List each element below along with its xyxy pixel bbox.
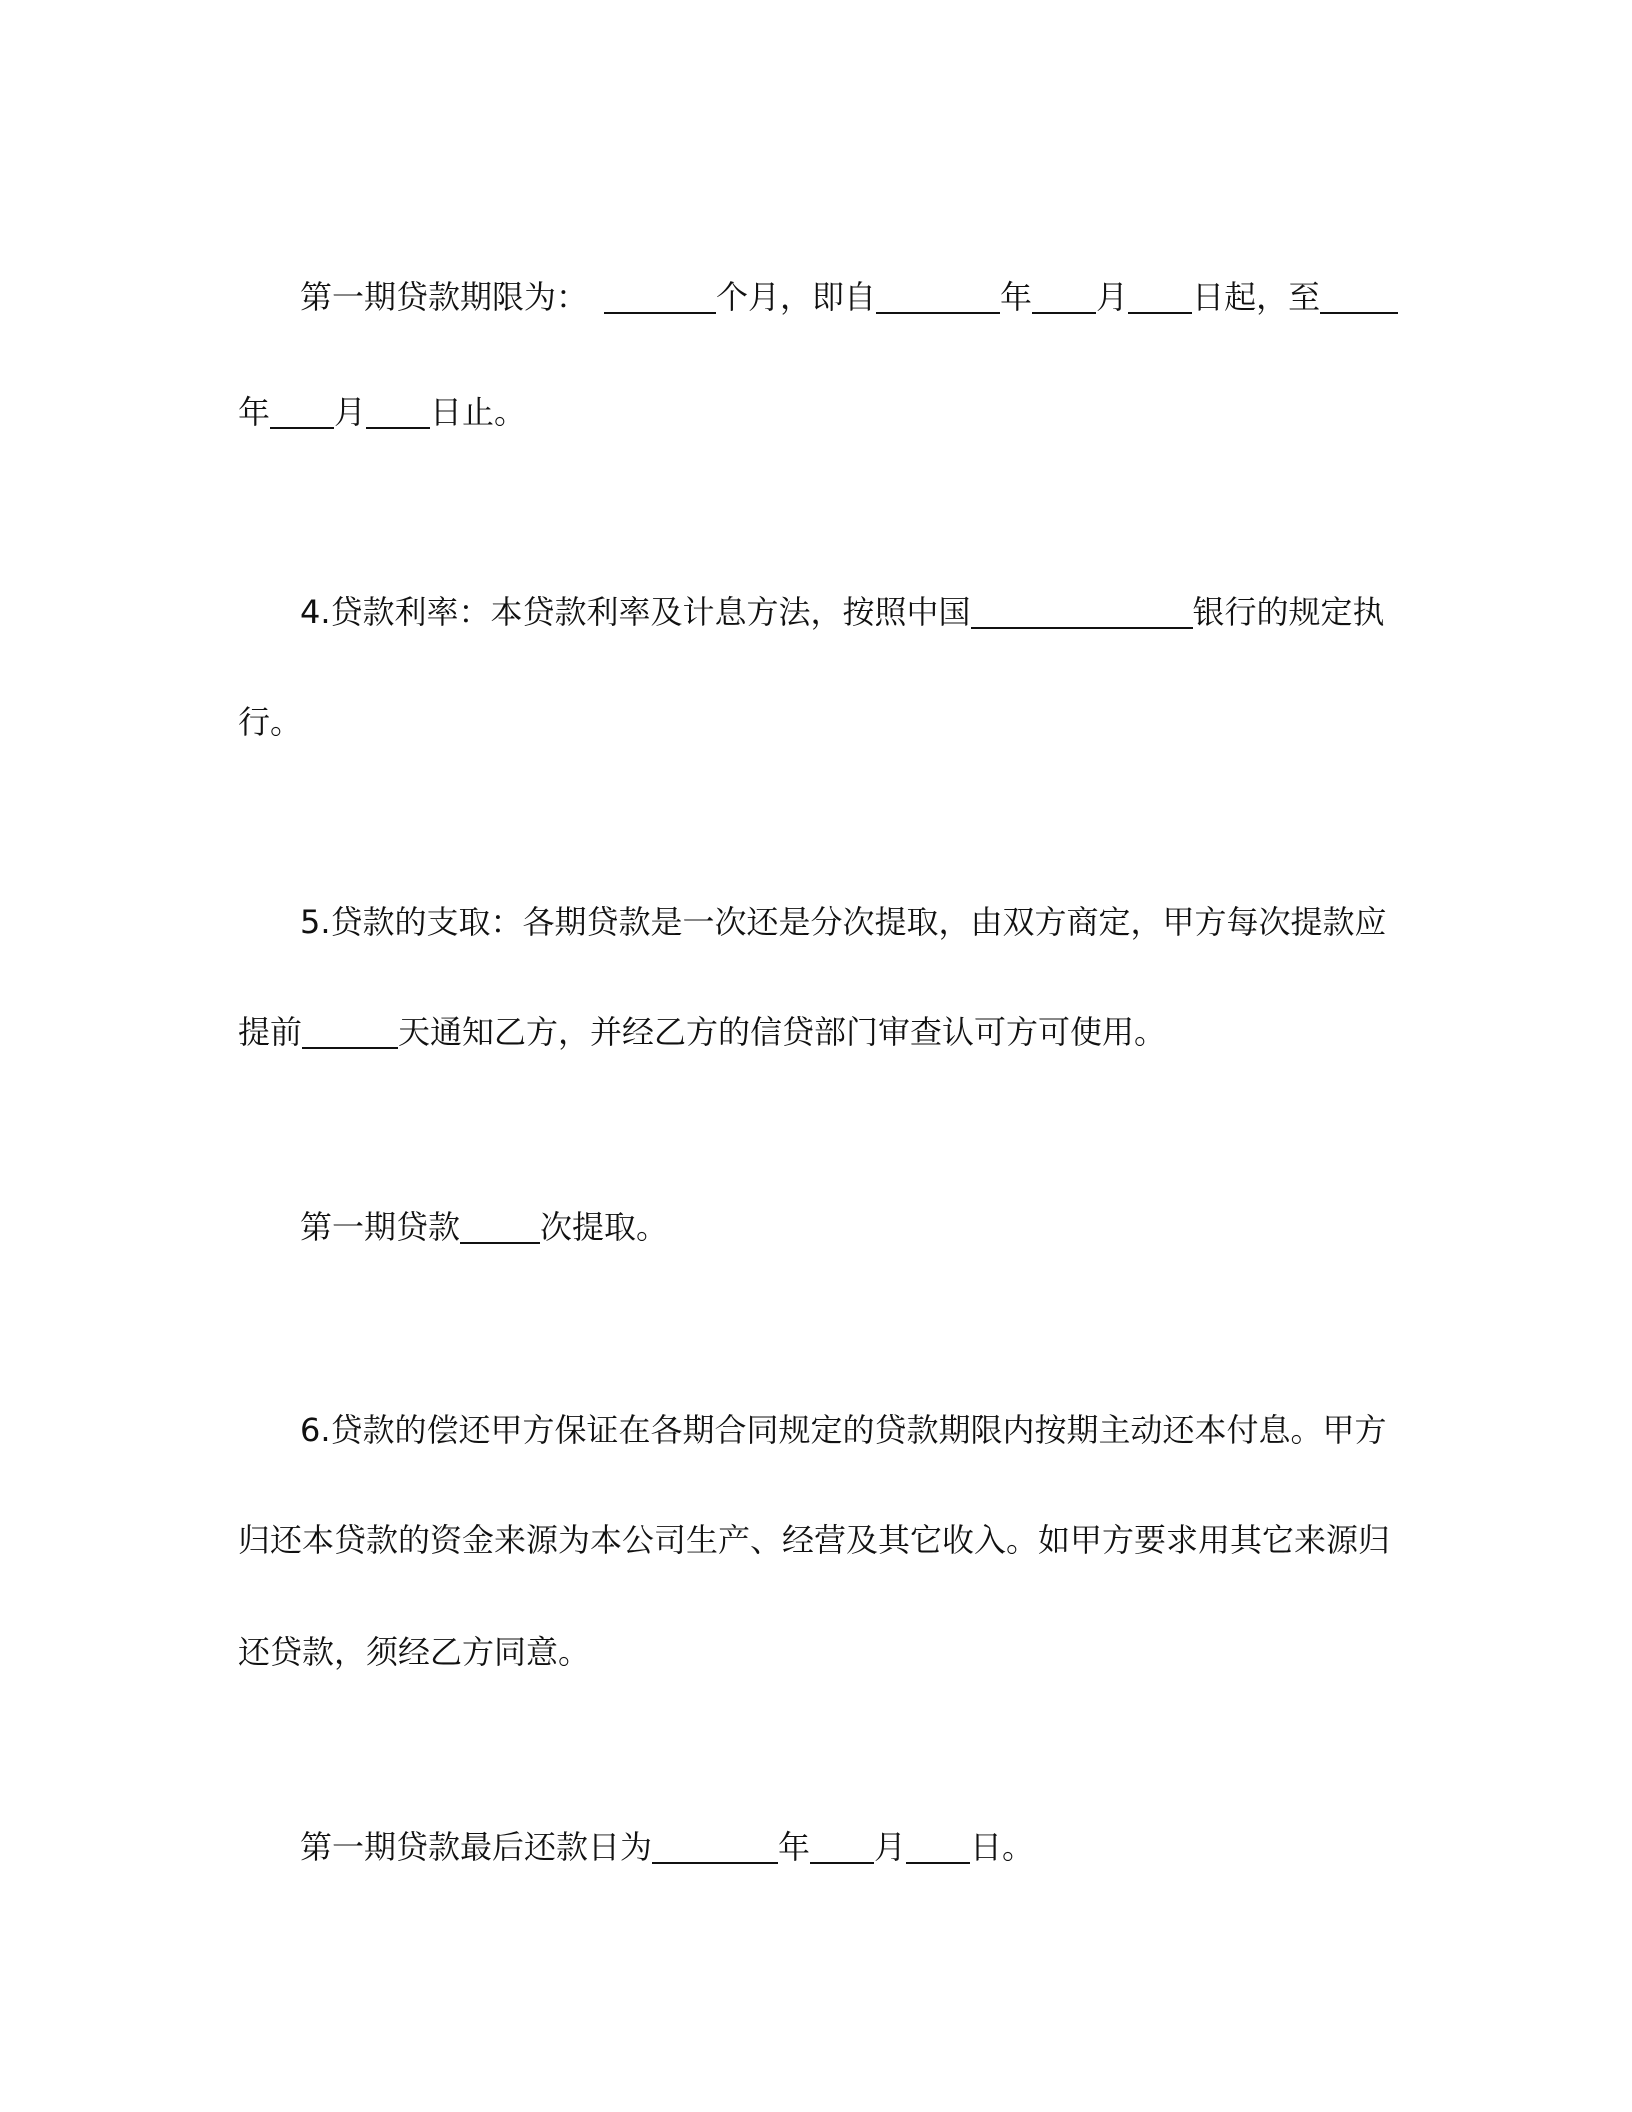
final-repayment-line	[300, 1825, 1034, 1869]
text: 第一期贷款期限为：	[300, 278, 589, 316]
text: 还贷款，须经乙方同意。	[238, 1633, 591, 1671]
final-year-blank[interactable]	[652, 1828, 778, 1864]
end-year-blank[interactable]	[1320, 278, 1398, 314]
loan-term-line-1	[300, 275, 1398, 319]
withdrawal-line-2	[238, 1010, 1166, 1054]
text: 日。	[970, 1828, 1035, 1866]
interest-rate-line-1	[300, 590, 1385, 634]
text: 5.贷款的支取：各期贷款是一次还是分次提取，由双方商定，甲方每次提款应	[300, 903, 1387, 941]
text: 第一期贷款	[300, 1208, 461, 1246]
text: 行。	[238, 703, 303, 741]
text: 提前	[238, 1013, 303, 1051]
end-day-blank[interactable]	[366, 393, 430, 429]
start-month-blank[interactable]	[1032, 278, 1096, 314]
withdrawal-times-blank[interactable]	[460, 1208, 540, 1244]
text: 月	[1096, 278, 1129, 316]
text: 月	[874, 1828, 907, 1866]
repayment-line-2	[238, 1518, 1390, 1562]
text: 归还本贷款的资金来源为本公司生产、经营及其它收入。如甲方要求用其它来源归	[238, 1521, 1391, 1559]
loan-term-line-2	[238, 390, 526, 434]
text: 6.贷款的偿还甲方保证在各期合同规定的贷款期限内按期主动还本付息。甲方	[300, 1411, 1387, 1449]
end-month-blank[interactable]	[270, 393, 334, 429]
text: 4.贷款利率：本贷款利率及计息方法，按照中国	[300, 593, 971, 631]
repayment-line-3	[238, 1630, 590, 1674]
loan-term-months-blank[interactable]	[604, 278, 716, 314]
text: 银行的规定执	[1192, 593, 1385, 631]
first-withdrawal-line	[300, 1205, 668, 1249]
text: 月	[334, 393, 367, 431]
start-year-blank[interactable]	[876, 278, 1000, 314]
bank-name-blank[interactable]	[971, 593, 1193, 629]
text: 年	[1000, 278, 1033, 316]
text: 日起，至	[1192, 278, 1321, 316]
text: 日止。	[430, 393, 527, 431]
text: 第一期贷款最后还款日为	[300, 1828, 653, 1866]
repayment-line-1	[300, 1408, 1387, 1452]
text: 次提取。	[540, 1208, 669, 1246]
final-day-blank[interactable]	[906, 1828, 970, 1864]
withdrawal-line-1	[300, 900, 1387, 944]
final-month-blank[interactable]	[810, 1828, 874, 1864]
text: 年	[238, 393, 271, 431]
notice-days-blank[interactable]	[302, 1013, 398, 1049]
text: 个月，即自	[716, 278, 877, 316]
start-day-blank[interactable]	[1128, 278, 1192, 314]
interest-rate-line-2	[238, 700, 302, 744]
text: 年	[778, 1828, 811, 1866]
text: 天通知乙方，并经乙方的信贷部门审查认可方可使用。	[398, 1013, 1167, 1051]
